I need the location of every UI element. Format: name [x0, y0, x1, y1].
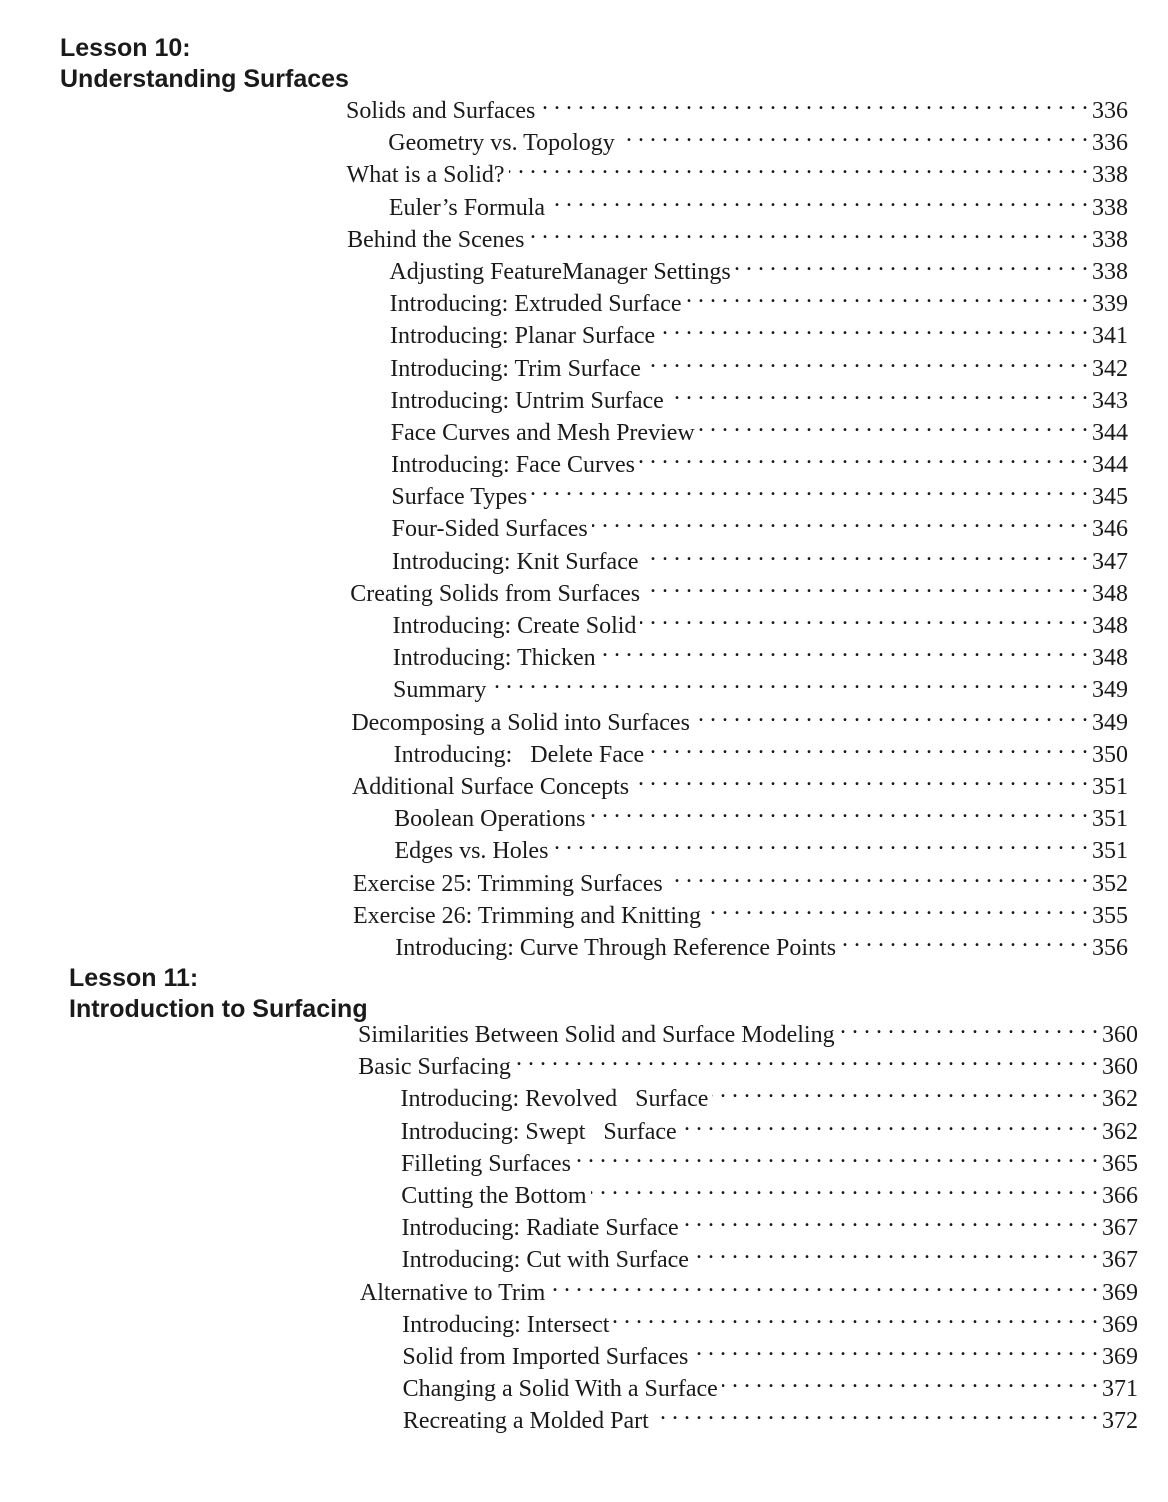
dot-leader	[659, 319, 1088, 343]
toc-entry-page-number: 349	[1092, 677, 1128, 704]
dot-leader	[591, 1179, 1098, 1203]
toc-entry[interactable]	[0, 545, 1168, 577]
dot-leader	[549, 191, 1088, 215]
dot-leader	[699, 416, 1088, 440]
toc-entry-title: Introducing: Thicken	[392, 645, 596, 672]
toc-entry[interactable]	[0, 480, 1168, 512]
toc-entry-title: Introducing: Delete Face	[393, 741, 645, 768]
toc-entry-page-number: 365	[1102, 1150, 1138, 1177]
toc-entry-title: Introducing: Untrim Surface	[390, 387, 664, 414]
toc-entry-title: Solid from Imported Surfaces	[402, 1343, 689, 1370]
toc-entry[interactable]	[0, 384, 1168, 416]
toc-entry-page-number: 351	[1092, 838, 1128, 865]
toc-entry-page-number: 346	[1092, 516, 1128, 543]
toc-entry-title: Introducing: Planar Surface	[389, 323, 656, 350]
toc-entry-page-number: 344	[1092, 419, 1128, 446]
toc-entry[interactable]	[0, 899, 1168, 931]
toc-entry[interactable]	[0, 1018, 1168, 1050]
toc-entry-title: Boolean Operations	[394, 806, 586, 833]
toc-entry[interactable]	[0, 802, 1168, 834]
toc-entry-title: Introducing: Trim Surface	[390, 355, 641, 382]
dot-leader	[531, 480, 1088, 504]
toc-entry[interactable]	[0, 1147, 1168, 1179]
lesson-title: Understanding Surfaces	[60, 65, 349, 93]
dot-leader	[528, 223, 1088, 247]
toc-entry-page-number: 369	[1102, 1279, 1138, 1306]
toc-entry-page-number: 348	[1092, 613, 1128, 639]
dot-leader	[539, 94, 1088, 118]
toc-entry[interactable]	[0, 1179, 1168, 1211]
dot-leader	[839, 1018, 1098, 1042]
toc-entry-page-number: 342	[1092, 355, 1128, 382]
toc-entry-page-number: 350	[1092, 741, 1128, 768]
toc-entry-page-number: 338	[1092, 194, 1128, 221]
toc-entry[interactable]	[0, 1115, 1168, 1147]
toc-entry[interactable]	[0, 1243, 1168, 1275]
toc-entry[interactable]	[0, 641, 1168, 673]
toc-entry[interactable]	[0, 673, 1168, 705]
toc-entry-page-number: 336	[1092, 98, 1128, 124]
toc-entry[interactable]	[0, 770, 1168, 802]
toc-entry[interactable]	[0, 255, 1168, 287]
toc-entry-page-number: 348	[1092, 645, 1128, 672]
toc-entry-title: Euler’s Formula	[388, 194, 546, 221]
toc-entry-page-number: 371	[1102, 1376, 1138, 1403]
dot-leader	[683, 1211, 1098, 1235]
toc-entry-title: Introducing: Face Curves	[391, 452, 636, 479]
toc-entry[interactable]	[0, 609, 1168, 641]
toc-entry[interactable]	[0, 1050, 1168, 1082]
toc-entry[interactable]	[0, 1211, 1168, 1243]
dot-leader	[509, 158, 1088, 182]
dot-leader	[686, 287, 1088, 311]
dot-leader	[694, 706, 1088, 730]
dot-leader	[648, 738, 1088, 762]
toc-entry-page-number: 355	[1092, 902, 1128, 929]
dot-leader	[575, 1147, 1098, 1171]
toc-entry-title: Introducing: Revolved Surface	[400, 1086, 709, 1113]
dot-leader	[490, 673, 1088, 697]
toc-entry[interactable]	[0, 867, 1168, 899]
toc-entry-page-number: 343	[1092, 387, 1128, 414]
dot-leader	[645, 352, 1088, 376]
dot-leader	[619, 126, 1088, 150]
toc-entry-title: Exercise 26: Trimming and Knitting	[353, 902, 701, 929]
toc-entry-page-number: 336	[1092, 130, 1128, 157]
toc-entry-title: Introducing: Curve Through Reference Points	[395, 934, 837, 961]
toc-entry[interactable]	[0, 94, 1168, 126]
toc-entry-page-number: 338	[1092, 258, 1128, 285]
toc-entry[interactable]	[0, 834, 1168, 866]
lesson-10-heading	[60, 33, 349, 95]
dot-leader	[722, 1372, 1098, 1396]
toc-entry[interactable]	[0, 448, 1168, 480]
dot-leader	[633, 770, 1088, 794]
toc-entry-title: Decomposing a Solid into Surfaces	[351, 709, 690, 736]
toc-entry-title: Additional Surface Concepts	[351, 773, 630, 800]
toc-entry-title: Adjusting FeatureManager Settings	[389, 258, 731, 285]
toc-entry-title: Introducing: Create Solid	[392, 613, 637, 639]
toc-entry-page-number: 349	[1092, 709, 1128, 736]
lesson-title: Introduction to Surfacing	[69, 995, 368, 1023]
toc-entry-page-number: 367	[1102, 1215, 1138, 1242]
toc-entry-page-number: 367	[1102, 1247, 1138, 1274]
toc-entry-page-number: 351	[1092, 773, 1128, 800]
toc-entry-title: Edges vs. Holes	[394, 838, 549, 865]
lesson-10-entries	[0, 94, 1168, 963]
toc-entry-page-number: 362	[1102, 1086, 1138, 1113]
toc-entry[interactable]	[0, 577, 1168, 609]
toc-entry-title: What is a Solid?	[346, 162, 505, 189]
dot-leader	[692, 1340, 1098, 1364]
toc-entry-page-number: 362	[1102, 1118, 1138, 1145]
toc-entry[interactable]	[0, 223, 1168, 255]
dot-leader	[592, 512, 1088, 536]
toc-entry-page-number: 369	[1102, 1343, 1138, 1370]
toc-entry-page-number: 347	[1092, 548, 1128, 575]
toc-entry-title: Summary	[393, 677, 487, 704]
toc-entry-page-number: 338	[1092, 162, 1128, 189]
dot-leader	[515, 1050, 1098, 1074]
toc-entry-page-number: 369	[1102, 1311, 1138, 1338]
toc-entry-title: Recreating a Molded Part	[402, 1408, 649, 1435]
toc-entry-page-number: 348	[1092, 580, 1128, 607]
toc-entry[interactable]	[0, 158, 1168, 190]
toc-entry[interactable]	[0, 1404, 1168, 1436]
lesson-11-entries	[0, 1018, 1168, 1436]
toc-entry[interactable]	[0, 1340, 1168, 1372]
dot-leader	[549, 1276, 1098, 1300]
toc-entry[interactable]	[0, 706, 1168, 738]
toc-entry-title: Alternative to Trim	[359, 1279, 546, 1306]
toc-entry-page-number: 356	[1092, 934, 1128, 961]
toc-entry-title: Introducing: Radiate Surface	[401, 1215, 679, 1242]
toc-entry-title: Four-Sided Surfaces	[391, 516, 588, 543]
toc-entry-title: Behind the Scenes	[347, 226, 525, 253]
toc-entry-title: Introducing: Extruded Surface	[389, 291, 682, 318]
toc-entry-title: Filleting Surfaces	[400, 1150, 571, 1177]
toc-entry-title: Creating Solids from Surfaces	[350, 580, 641, 607]
dot-leader	[643, 545, 1088, 569]
lesson-label: Lesson 11:	[69, 964, 199, 992]
toc-entry[interactable]	[0, 191, 1168, 223]
toc-entry-title: Introducing: Swept Surface	[400, 1118, 677, 1145]
toc-entry-page-number: 344	[1092, 452, 1128, 479]
toc-entry-page-number: 372	[1102, 1408, 1138, 1435]
toc-entry[interactable]	[0, 1276, 1168, 1308]
toc-entry[interactable]	[0, 126, 1168, 158]
toc-entry-title: Changing a Solid With a Surface	[402, 1376, 718, 1403]
toc-entry-page-number: 341	[1092, 323, 1128, 350]
toc-entry-page-number: 360	[1102, 1054, 1138, 1081]
toc-entry[interactable]	[0, 352, 1168, 384]
toc-entry-page-number: 345	[1092, 484, 1128, 511]
dot-leader	[705, 899, 1088, 923]
dot-leader	[681, 1115, 1098, 1139]
lesson-label: Lesson 10:	[60, 34, 191, 62]
lesson-11-heading	[69, 963, 368, 1025]
toc-entry-title: Basic Surfacing	[358, 1054, 511, 1081]
toc-entry-title: Face Curves and Mesh Preview	[390, 419, 695, 446]
toc-entry[interactable]	[0, 416, 1168, 448]
toc-entry-title: Cutting the Bottom	[401, 1182, 587, 1209]
dot-leader	[589, 802, 1088, 826]
toc-entry-title: Surface Types	[391, 484, 528, 511]
toc-entry-title: Introducing: Intersect	[402, 1311, 610, 1338]
dot-leader	[667, 867, 1088, 891]
dot-leader	[840, 931, 1088, 955]
dot-leader	[600, 641, 1088, 665]
toc-entry[interactable]	[0, 931, 1168, 963]
toc-entry-page-number: 339	[1092, 291, 1128, 318]
toc-entry[interactable]	[0, 319, 1168, 351]
toc-entry-page-number: 352	[1092, 870, 1128, 897]
dot-leader	[639, 448, 1088, 472]
toc-entry-page-number: 338	[1092, 226, 1128, 253]
dot-leader	[613, 1308, 1098, 1332]
toc-entry[interactable]	[0, 1308, 1168, 1340]
toc-entry-page-number: 360	[1102, 1022, 1138, 1048]
dot-leader	[735, 255, 1088, 279]
dot-leader	[552, 834, 1088, 858]
toc-entry-title: Introducing: Cut with Surface	[401, 1247, 689, 1274]
toc-entry-title: Introducing: Knit Surface	[391, 548, 639, 575]
toc-entry[interactable]	[0, 512, 1168, 544]
dot-leader	[644, 577, 1088, 601]
dot-leader	[640, 609, 1088, 633]
toc-entry-title: Solids and Surfaces	[346, 98, 536, 124]
toc-entry[interactable]	[0, 738, 1168, 770]
toc-entry-page-number: 366	[1102, 1182, 1138, 1209]
toc-entry-title: Similarities Between Solid and Surface Modeling	[358, 1022, 835, 1048]
toc-entry[interactable]	[0, 287, 1168, 319]
toc-entry-title: Geometry vs. Topology	[388, 130, 615, 157]
dot-leader	[668, 384, 1088, 408]
toc-entry[interactable]	[0, 1082, 1168, 1114]
toc-entry-title: Exercise 25: Trimming Surfaces	[352, 870, 663, 897]
dot-leader	[653, 1404, 1098, 1428]
dot-leader	[712, 1082, 1098, 1106]
toc-entry-page-number: 351	[1092, 806, 1128, 833]
toc-entry[interactable]	[0, 1372, 1168, 1404]
dot-leader	[693, 1243, 1098, 1267]
